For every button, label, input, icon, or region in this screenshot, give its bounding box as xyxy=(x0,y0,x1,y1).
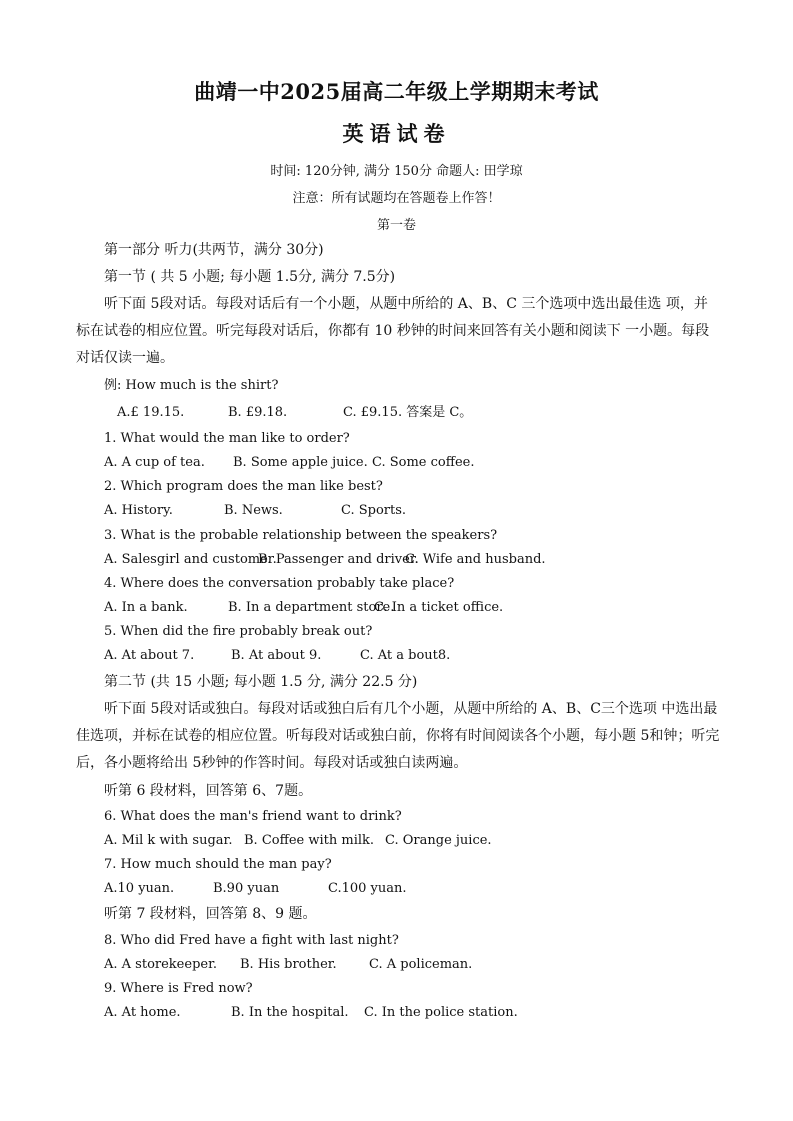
exam-notice: 注意：所有试题均在答题卷上作答！ xyxy=(292,191,501,206)
question-8-option-c: C. A policeman. xyxy=(369,957,473,972)
question-6: 6. What does the man's friend want to drink? xyxy=(104,809,402,824)
question-3-option-b: B. Passenger and driver. xyxy=(258,552,419,567)
question-3-option-c: C. Wife and husband. xyxy=(405,552,546,567)
example-question: 例: How much is the shirt? xyxy=(104,378,279,393)
part1-heading: 第一部分 听力(共两节，满分 30分) xyxy=(104,242,324,258)
question-2-option-a: A. History. xyxy=(104,503,173,518)
section2-instructions: 听下面 5段对话或独白。每段对话或独白后有几个小题，从题中所给的 A、B、C三个选项 中选出最佳选项，并标在试卷的相应位置。听每段对话或独白前，你将有时间阅读各个小题，每小题 5和钟；听完后，各小题将给出 5秒钟的作答时间。每段对话或独白读两遍。 xyxy=(76,701,720,771)
question-5-option-a: A. At about 7. xyxy=(104,648,195,663)
question-4-option-c: C. In a ticket office. xyxy=(374,600,504,615)
question-6-option-b: B. Coffee with milk. xyxy=(244,833,375,848)
question-4-option-b: B. In a department store. xyxy=(228,600,395,615)
question-5-option-b: B. At about 9. xyxy=(231,648,322,663)
question-3: 3. What is the probable relationship between the speakers? xyxy=(104,528,498,543)
question-7-option-b: B.90 yuan xyxy=(213,881,280,896)
section1-heading: 第一节 ( 共 5 小题; 每小题 1.5分, 满分 7.5分) xyxy=(104,269,396,285)
exam-meta: 时间: 120分钟, 满分 150分 命题人: 田学琼 xyxy=(270,164,523,179)
material-7-label: 听第 7 段材料，回答第 8、9 题。 xyxy=(104,906,317,922)
question-1-option-b: B. Some apple juice. xyxy=(233,455,368,470)
material-6-label: 听第 6 段材料，回答第 6、7题。 xyxy=(104,783,313,799)
question-4: 4. Where does the conversation probably take place? xyxy=(104,576,455,591)
question-5: 5. When did the fire probably break out? xyxy=(104,624,373,639)
question-8-option-b: B. His brother. xyxy=(240,957,337,972)
question-2: 2. Which program does the man like best? xyxy=(104,479,383,494)
question-9-option-b: B. In the hospital. xyxy=(231,1005,349,1020)
question-2-option-b: B. News. xyxy=(224,503,283,518)
question-3-option-a: A. Salesgirl and customer. xyxy=(104,552,277,567)
question-7-option-a: A.10 yuan. xyxy=(104,881,175,896)
example-option-b: B. £9.18. xyxy=(228,405,288,420)
exam-title: 曲靖一中2025届高二年级上学期期末考试 xyxy=(194,79,599,104)
question-8: 8. Who did Fred have a fight with last night? xyxy=(104,933,399,948)
question-8-option-a: A. A storekeeper. xyxy=(104,957,218,972)
question-9: 9. Where is Fred now? xyxy=(104,981,253,996)
question-6-option-c: C. Orange juice. xyxy=(385,833,492,848)
section1-instructions: 听下面 5段对话。每段对话后有一个小题，从题中所给的 A、B、C 三个选项中选出最佳选 项，并标在试卷的相应位置。听完每段对话后，你都有 10 秒钟的时间来回答有关小题和阅读下 一小题。每段对话仅读一遍。 xyxy=(76,296,710,366)
volume-label: 第一卷 xyxy=(376,218,416,233)
section2-heading: 第二节 (共 15 小题; 每小题 1.5 分, 满分 22.5 分) xyxy=(104,674,418,690)
question-1: 1. What would the man like to order? xyxy=(104,431,350,446)
question-6-option-a: A. Mil k with sugar. xyxy=(104,833,233,848)
example-option-a: A.£ 19.15. xyxy=(117,405,185,420)
question-5-option-c: C. At a bout8. xyxy=(360,648,451,663)
question-1-option-a: A. A cup of tea. xyxy=(104,455,205,470)
question-9-option-a: A. At home. xyxy=(104,1005,181,1020)
question-7: 7. How much should the man pay? xyxy=(104,857,332,872)
example-option-c: C. £9.15. 答案是 C。 xyxy=(343,405,473,420)
question-2-option-c: C. Sports. xyxy=(341,503,407,518)
question-4-option-a: A. In a bank. xyxy=(104,600,188,615)
exam-subtitle: 英语试卷 xyxy=(342,121,451,146)
question-9-option-c: C. In the police station. xyxy=(364,1005,518,1020)
question-7-option-c: C.100 yuan. xyxy=(328,881,407,896)
question-1-option-c: C. Some coffee. xyxy=(372,455,475,470)
